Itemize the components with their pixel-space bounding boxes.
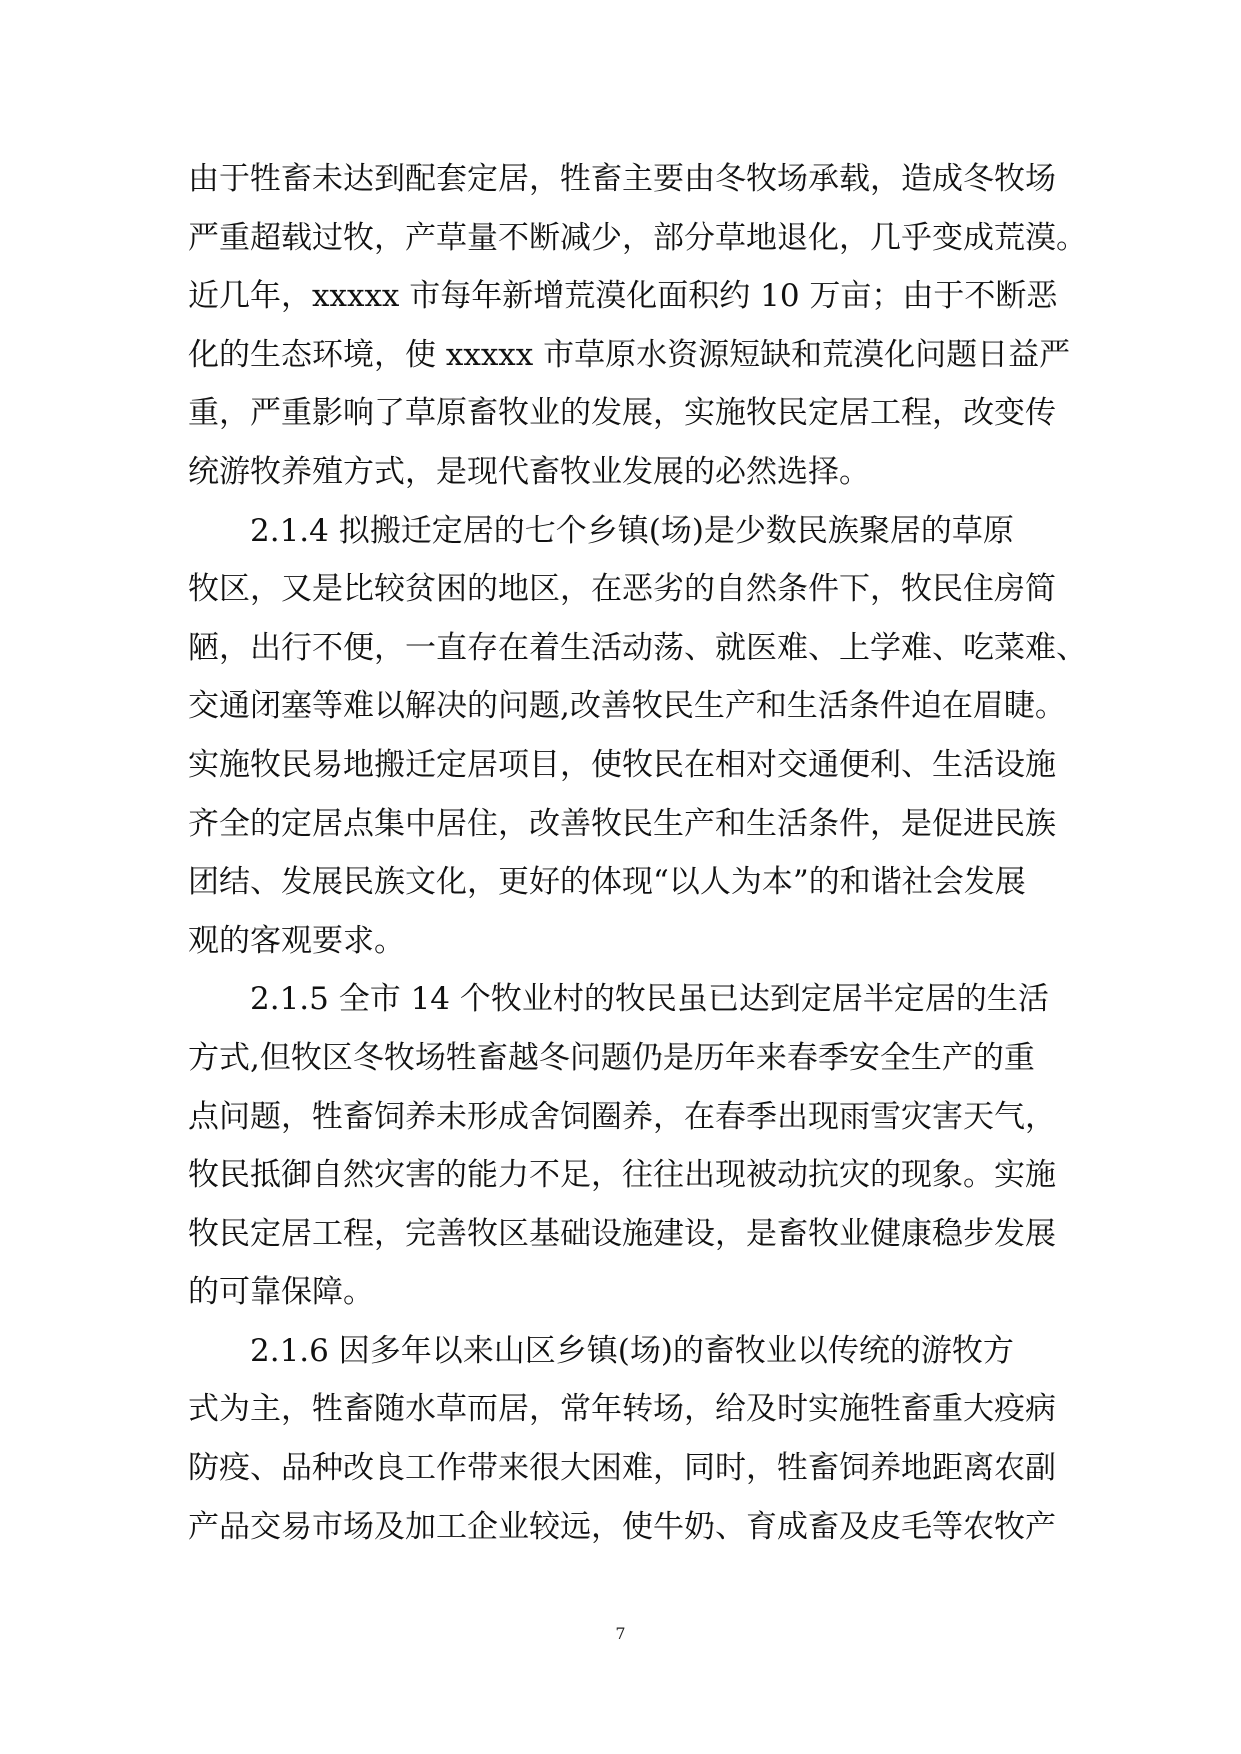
text-line: 团结、发展民族文化，更好的体现“以人为本”的和谐社会发展 xyxy=(188,864,1026,901)
text-line: 实施牧民易地搬迁定居项目，使牧民在相对交通便利、生活设施 xyxy=(188,746,1056,783)
text-line: 产品交易市场及加工企业较远，使牛奶、育成畜及皮毛等农牧产 xyxy=(188,1508,1056,1545)
text-line: 重，严重影响了草原畜牧业的发展，实施牧民定居工程，改变传 xyxy=(188,395,1056,432)
text-line: 严重超载过牧，产草量不断减少，部分草地退化，几乎变成荒漠。 xyxy=(188,219,1087,256)
text-line: 统游牧养殖方式，是现代畜牧业发展的必然选择。 xyxy=(188,453,870,490)
text-line: 牧民抵御自然灾害的能力不足，往往出现被动抗灾的现象。实施 xyxy=(188,1157,1056,1194)
text-line: 由于牲畜未达到配套定居，牲畜主要由冬牧场承载，造成冬牧场 xyxy=(188,161,1056,197)
section-heading-line: 2.1.6 因多年以来山区乡镇(场)的畜牧业以传统的游牧方 xyxy=(250,1332,1014,1369)
text-line: 化的生态环境，使 xxxxx 市草原水资源短缺和荒漠化问题日益严 xyxy=(188,336,1071,373)
text-line: 防疫、品种改良工作带来很大困难，同时，牲畜饲养地距离农副 xyxy=(188,1450,1056,1487)
text-line: 牧民定居工程，完善牧区基础设施建设，是畜牧业健康稳步发展 xyxy=(188,1215,1056,1252)
text-line: 交通闭塞等难以解决的问题,改善牧民生产和生活条件迫在眉睫。 xyxy=(188,688,1066,725)
text-line: 牧区，又是比较贫困的地区，在恶劣的自然条件下，牧民住房简 xyxy=(188,571,1056,608)
section-heading-line: 2.1.5 全市 14 个牧业村的牧民虽已达到定居半定居的生活 xyxy=(250,981,1049,1018)
page-number: 7 xyxy=(615,1624,626,1643)
body-text xyxy=(188,150,1087,1556)
text-line: 齐全的定居点集中居住，改善牧民生产和生活条件，是促进民族 xyxy=(188,805,1056,842)
text-line: 观的客观要求。 xyxy=(188,922,405,959)
text-line: 方式,但牧区冬牧场牲畜越冬问题仍是历年来春季安全生产的重 xyxy=(188,1039,1035,1076)
text-line: 式为主，牲畜随水草而居，常年转场，给及时实施牲畜重大疫病 xyxy=(188,1391,1056,1428)
section-heading-line: 2.1.4 拟搬迁定居的七个乡镇(场)是少数民族聚居的草原 xyxy=(250,512,1014,549)
text-line: 点问题，牲畜饲养未形成舍饲圈养，在春季出现雨雪灾害天气， xyxy=(188,1098,1056,1135)
text-line: 陋，出行不便，一直存在着生活动荡、就医难、上学难、吃菜难、 xyxy=(188,629,1087,666)
text-line: 近几年，xxxxx 市每年新增荒漠化面积约 10 万亩；由于不断恶 xyxy=(188,278,1058,315)
text-line: 的可靠保障。 xyxy=(188,1274,374,1311)
